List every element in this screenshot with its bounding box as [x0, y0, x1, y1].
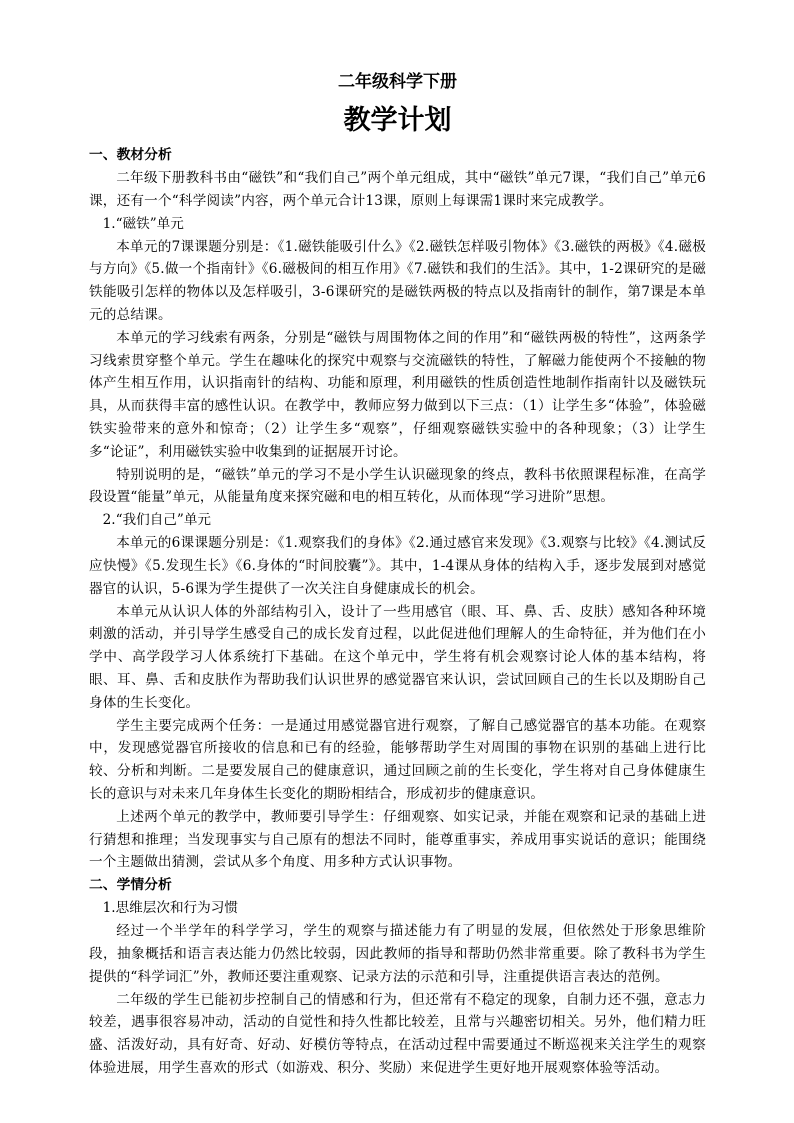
paragraph: 二年级下册教科书由“磁铁”和“我们自己”两个单元组成，其中“磁铁”单元7课，“我们自己”单元6课，还有一个“科学阅读”内容，两个单元合计13课，原则上每课需1课时来完成教学。 — [89, 170, 706, 209]
paragraph: 本单元的学习线索有两条，分别是“磁铁与周围物体之间的作用”和“磁铁两极的特性”，这两条学习线索贯穿整个单元。学生在趣味化的探究中观察与交流磁铁的特性，了解磁力能使两个不接触的物体产生相互作用，认识指南针的结构、功能和原理，利用磁铁的性质创造性地制作指南针以及磁铁玩具，从而获得丰富的感性认识。在教学中，教师应努力做到以下三点：（1）让学生多“体验”，体验磁铁实验带来的意外和惊奇；（2）让学生多“观察”，仔细观察磁铁实验中的各种现象；（3）让学生多“论证”，利用磁铁实验中收集到的证据展开讨论。 — [89, 329, 706, 460]
paragraph: 特别说明的是，“磁铁”单元的学习不是小学生认识磁现象的终点，教科书依照课程标准，在高学段设置“能量”单元，从能量角度来探究磁和电的相互转化，从而体现“学习进阶”思想。 — [89, 466, 706, 506]
document-subtitle: 教学计划 — [343, 105, 452, 136]
paragraph: 学生主要完成两个任务：一是通过用感觉器官进行观察，了解自己感觉器官的基本功能。在观察中，发现感觉器官所接收的信息和已有的经验，能够帮助学生对周围的事物在识别的基础上进行比较、分析和判断。二是要发展自己的健康意识，通过回顾之前的生长变化，学生将对自己身体健康生长的意识与对未来几年身体生长变化的期盼相结合，形成初步的健康意识。 — [89, 717, 706, 802]
subsection-heading: 2.“我们自己”单元 — [102, 512, 212, 529]
paragraph: 本单元的7课课题分别是：《1.磁铁能吸引什么》《2.磁铁怎样吸引物体》《3.磁铁的两极》《4.磁极与方向》《5.做一个指南针》《6.磁极间的相互作用》《7.磁铁和我们的生活》。其中，1-2课研究的是磁铁能吸引怎样的物体以及怎样吸引，3-6课研究的是磁铁两极的特点以及指南针的制作，第7课是本单元的总结课。 — [89, 238, 706, 323]
subsection-heading: 1.思维层次和行为习惯 — [102, 900, 238, 917]
document-page — [89, 70, 706, 1080]
paragraph: 本单元从认识人体的外部结构引入，设计了一些用感官（眼、耳、鼻、舌、皮肤）感知各种环境刺激的活动，并引导学生感受自己的成长发育过程，以此促进他们理解人的生命特征，并为他们在小学中、高学段学习人体系统打下基础。在这个单元中，学生将有机会观察讨论人体的基本结构，将眼、耳、鼻、舌和皮肤作为帮助我们认识世界的感觉器官来认识，尝试回顾自己的生长以及期盼自己身体的生长变化。 — [89, 603, 706, 711]
section-heading: 二、学情分析 — [89, 877, 172, 894]
document-title: 二年级科学下册 — [338, 72, 457, 92]
paragraph: 二年级的学生已能初步控制自己的情感和行为，但还常有不稳定的现象，自制力还不强，意志力较差，遇事很容易冲动，活动的自觉性和持久性都比较差，且常与兴趣密切相关。另外，他们精力旺盛、活泼好动，具有好奇、好动、好模仿等特点，在活动过程中需要通过不断巡视来关注学生的观察体验进展，用学生喜欢的形式（如游戏、积分、奖励）来促进学生更好地开展观察体验等活动。 — [89, 991, 706, 1076]
subsection-heading: 1.“磁铁”单元 — [102, 215, 184, 232]
paragraph: 本单元的6课课题分别是：《1.观察我们的身体》《2.通过感官来发现》《3.观察与比较》《4.测试反应快慢》《5.发现生长》《6.身体的“时间胶囊”》。其中，1-4课从身体的结构入手，逐步发展到对感觉器官的认识，5-6课为学生提供了一次关注自身健康成长的机会。 — [89, 535, 706, 597]
paragraph: 上述两个单元的教学中，教师要引导学生：仔细观察、如实记录，并能在观察和记录的基础上进行猜想和推理；当发现事实与自己原有的想法不同时，能尊重事实，养成用事实说话的意识；能围绕一个主题做出猜测，尝试从多个角度、用多种方式认识事物。 — [89, 808, 706, 871]
paragraph: 经过一个半学年的科学学习，学生的观察与描述能力有了明显的发展，但依然处于形象思维阶段，抽象概括和语言表达能力仍然比较弱，因此教师的指导和帮助仍然非常重要。除了教科书为学生提供的“科学词汇”外，教师还要注重观察、记录方法的示范和引导，注重提供语言表达的范例。 — [89, 923, 706, 985]
section-textbook-analysis — [89, 144, 706, 874]
section-heading: 一、教材分析 — [89, 147, 172, 163]
section-learner-analysis — [89, 874, 706, 1080]
